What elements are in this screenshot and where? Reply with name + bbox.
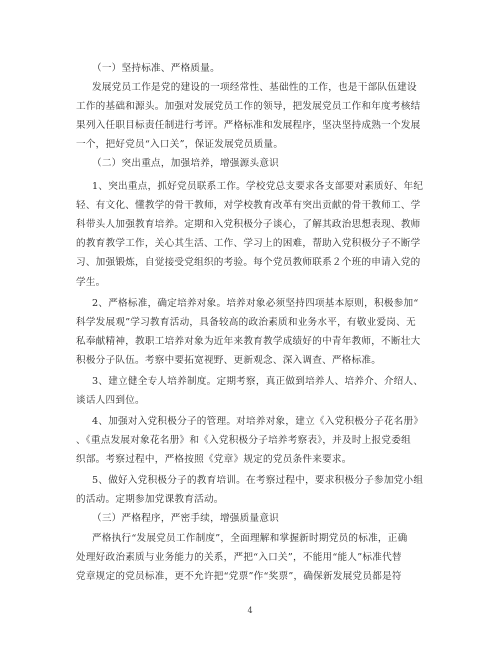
text-line: 果列入任职目标责任制进行考评。严格标准和发展程序，坚决坚持成熟一个发展 <box>76 120 421 131</box>
text-line: 2、严格标准，确定培养对象。培养对象必须坚持四项基本原则，积极参加“ <box>92 298 419 309</box>
text-line: 织部。考察过程中，严格按照《党章》规定的党员条件来要求。 <box>76 454 352 465</box>
text-line: 党章规定的党员标准，更不允许把“党票”作“奖票”，确保新发展党员都是符 <box>76 571 402 582</box>
text-line: 处理好政治素质与业务能力的关系，严把“入口关”，不能用“能人”标准代替 <box>76 552 402 563</box>
text-line: 一个，把好党员“入口关”，保证发展党员质量。 <box>76 139 284 150</box>
text-line: 4、加强对入党积极分子的管理。对培养对象，建立《入党积极分子花名册》 <box>92 416 424 427</box>
text-line: 严格执行“发展党员工作制度”，全面理解和掌握新时期党员的标准，正确 <box>92 533 408 544</box>
text-line: 积极分子队伍。考察中要拓宽视野、更新观念、深入调查、严格标准。 <box>76 355 382 366</box>
section-heading-1: （一）坚持标准、严格质量。 <box>92 63 220 74</box>
text-line: 学生。 <box>76 277 106 288</box>
text-line: 发展党员工作是党的建设的一项经常性、基础性的工作，也是干部队伍建设 <box>92 82 417 93</box>
text-line: 谈话人四到位。 <box>76 395 145 406</box>
page-number: 4 <box>247 606 253 615</box>
text-line: 的活动。定期参加党课教育活动。 <box>76 494 224 505</box>
text-line: 科带头人加强教育培养。定期和入党积极分子谈心，了解其政治思想表现、教师 <box>76 219 421 230</box>
section-heading-3: （三）严格程序，严密手续，增强质量意识 <box>92 513 280 524</box>
text-line: 习、加强锻炼，自觉接受党组织的考验。每个党员教师联系２个班的申请入党的 <box>76 257 421 268</box>
text-line: 工作的基础和源头。加强对发展党员工作的领导，把发展党员工作和年度考核结 <box>76 101 421 112</box>
text-line: 、《重点发展对象花名册》和《入党积极分子培养考察表》，并及时上报党委组 <box>76 435 411 446</box>
text-line: 私奉献精神，教职工培养对象为近年来教育教学成绩好的中青年教师，不断壮大 <box>76 336 421 347</box>
text-line: 5、做好入党积极分子的教育培训。在考察过程中，要求积极分子参加党小组 <box>92 475 424 486</box>
text-line: 轻、有文化、懂教学的骨干教师，对学校教育改革有突出贡献的骨干教师工、学 <box>76 200 421 211</box>
section-heading-2: （二）突出重点，加强培养，增强源头意识 <box>92 158 280 169</box>
text-line: 1、突出重点，抓好党员联系工作。学校党总支要求各支部要对素质好、年纪 <box>92 181 424 192</box>
text-line: 3、建立健全专人培养制度。定期考察，真正做到培养人、培养介、介绍人、 <box>92 376 424 387</box>
text-line: 的教育教学工作，关心其生活、工作、学习上的困难，帮助入党积极分子不断学 <box>76 238 421 249</box>
text-line: 科学发展观”学习教育活动，具备较高的政治素质和业务水平，有敬业爱岗、无 <box>76 317 416 328</box>
